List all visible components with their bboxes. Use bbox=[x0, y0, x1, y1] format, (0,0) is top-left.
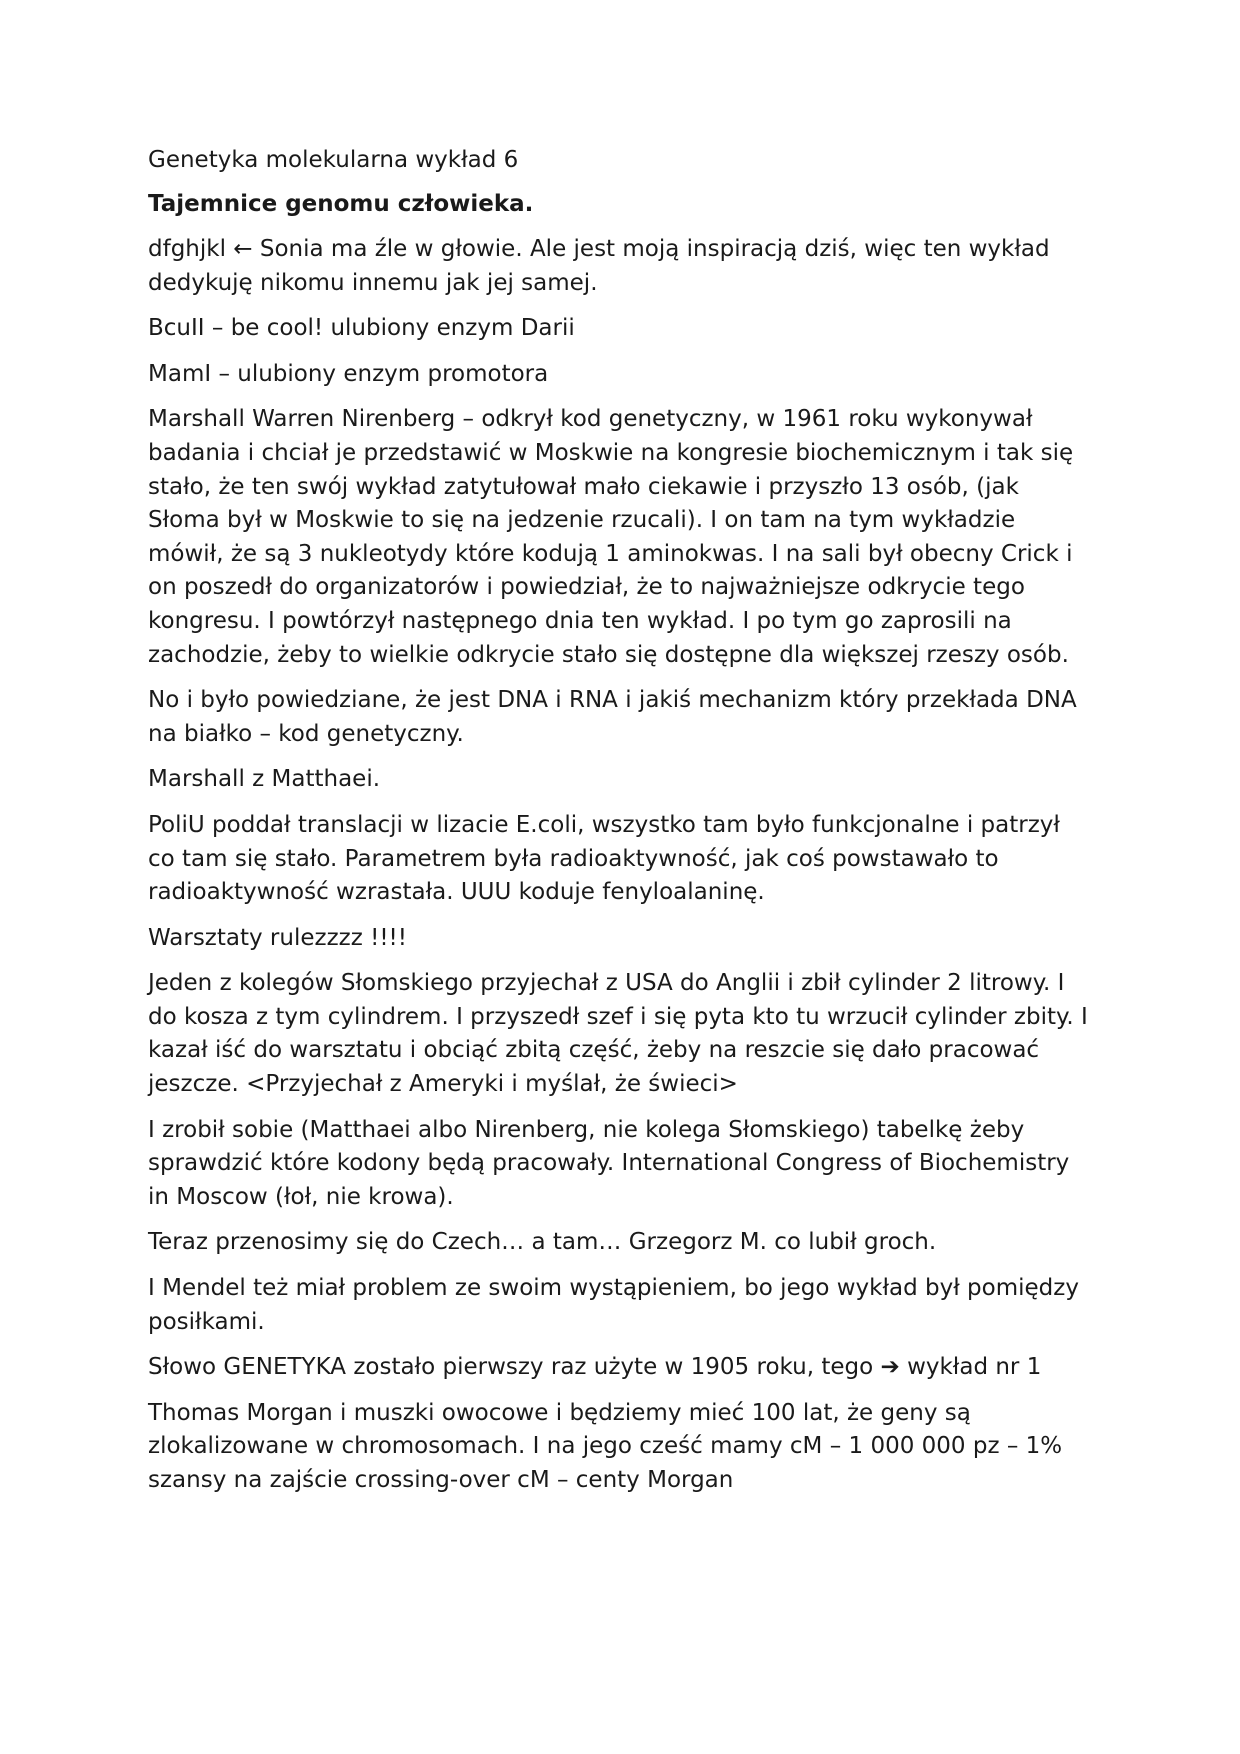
indented-paragraph-bcuii: BcuII – be cool! ulubiony enzym Darii bbox=[148, 315, 575, 342]
paragraph-morgan: Thomas Morgan i muszki owocowe i będziemy mieć 100 lat, że geny są zlokalizowane w chromosomach. I na jego cześć mamy cM – 1 000 000 pz – 1% szansy na zajście crossing-over cM – centy Morgan bbox=[148, 1399, 1063, 1493]
paragraph-warsztaty: Warsztaty rulezzzz !!!! bbox=[148, 924, 407, 951]
paragraph-cylinder: Jeden z kolegów Słomskiego przyjechał z USA do Anglii i zbił cylinder 2 litrowy. I do kosza z tym cylindrem. I przyszedł szef i się pyta kto tu wrzucił cylinder zbity. I kazał iść do warsztatu i obciąć zbitą część, żeby na reszcie się dało pracować jeszcze. <Przyjechał z Ameryki i myślał, że świeci> bbox=[148, 970, 1088, 1098]
document-subtitle: Tajemnice genomu człowieka. bbox=[148, 191, 534, 217]
paragraph-matthaei: Marshall z Matthaei. bbox=[148, 766, 381, 793]
paragraph-tabelka: I zrobił sobie (Matthaei albo Nirenberg, nie kolega Słomskiego) tabelkę żeby sprawdzić które kodony będą pracowały. International Congress of Biochemistry in Moscow (łoł, nie krowa). bbox=[148, 1116, 1070, 1210]
paragraph-nirenberg: Marshall Warren Nirenberg – odkrył kod genetyczny, w 1961 roku wykonywał badania i chciał je przedstawić w Moskwie na kongresie biochemicznym i tak się stało, że ten swój wykład zatytułował mało ciekawie i przyszło 13 osób, (jak Słoma był w Moskwie to się na jedzenie rzucali). I on tam na tym wykładzie mówił, że są 3 nukleotydy które kodują 1 aminokwas. I na sali był obecny Crick i on poszedł do organizatorów i powiedział, że to najważniejsze odkrycie tego kongresu. I powtórzył następnego dnia ten wykład. I po tym go zaprosili na zachodzie, żeby to wielkie odkrycie stało się dostępne dla większej rzeszy osób. bbox=[148, 406, 1074, 668]
document-title: Genetyka molekularna wykład 6 bbox=[148, 147, 519, 173]
paragraph-poliu: PoliU poddał translacji w lizacie E.coli, wszystko tam było funkcjonalne i patrzył co tam się stało. Parametrem była radioaktywność, jak coś powstawało to radioaktywność wzrastała. UUU koduje fenyloalaninę. bbox=[148, 811, 1060, 906]
paragraph-mendel: I Mendel też miał problem ze swoim wystąpieniem, bo jego wykład był pomiędzy posiłkami. bbox=[148, 1275, 1079, 1335]
document-page bbox=[148, 143, 1093, 1510]
paragraph-dna-rna: No i było powiedziane, że jest DNA i RNA i jakiś mechanizm który przekłada DNA na białko – kod genetyczny. bbox=[148, 687, 1077, 747]
indented-paragraph-dedication: dfghjkl ← Sonia ma źle w głowie. Ale jest moją inspiracją dziś, więc ten wykład dedykuję nikomu innemu jak jej samej. bbox=[148, 236, 1050, 296]
paragraph-czechy: Teraz przenosimy się do Czech… a tam… Grzegorz M. co lubił groch. bbox=[148, 1229, 937, 1256]
paragraph-genetyka-1905: Słowo GENETYKA zostało pierwszy raz użyte w 1905 roku, tego ➔ wykład nr 1 bbox=[148, 1354, 1042, 1381]
indented-paragraph-mami: MamI – ulubiony enzym promotora bbox=[148, 360, 549, 387]
